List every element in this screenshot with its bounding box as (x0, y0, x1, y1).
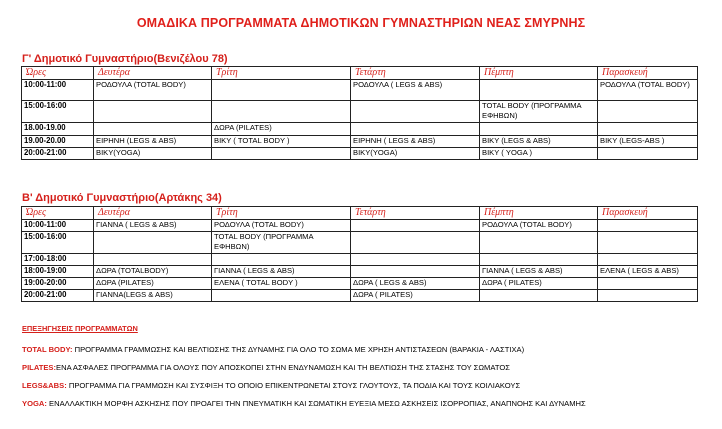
note-item (22, 377, 712, 395)
class-cell: TOTAL BODY (ΠΡΟΓΡΑΜΜΑ ΕΦΗΒΩΝ) (212, 232, 351, 254)
header-thursday: Πέμπτη (480, 207, 598, 220)
class-cell (598, 148, 698, 160)
class-cell (212, 148, 351, 160)
header-hours: Ώρες (22, 207, 94, 220)
table-row (22, 101, 698, 123)
class-cell: ΔΩΡΑ ( LEGS & ABS) (351, 278, 480, 290)
class-cell: ΔΩΡΑ ( PILATES) (480, 278, 598, 290)
time-cell: 17:00-18:00 (22, 254, 94, 266)
note-term: LEGS&ABS: (22, 381, 67, 390)
class-cell: ΔΩΡΑ ( PILATES) (351, 290, 480, 302)
table-row (22, 232, 698, 254)
class-cell: ΓΙΑΝΝΑ ( LEGS & ABS) (212, 266, 351, 278)
class-cell: ΒΙΚΥ (LEGS & ABS) (480, 136, 598, 148)
class-cell (212, 80, 351, 101)
class-cell: ΒΙΚΥ ( TOTAL BODY ) (212, 136, 351, 148)
header-thursday: Πέμπτη (480, 67, 598, 80)
class-cell: ΡΟΔΟΥΛΑ (TOTAL BODY) (598, 80, 698, 101)
class-cell (212, 101, 351, 123)
class-cell (598, 220, 698, 232)
header-friday: Παρασκευή (598, 67, 698, 80)
header-wednesday: Τετάρτη (351, 67, 480, 80)
gym1-schedule-table (21, 66, 698, 160)
header-wednesday: Τετάρτη (351, 207, 480, 220)
class-cell (480, 80, 598, 101)
class-cell (351, 232, 480, 254)
time-cell: 15:00-16:00 (22, 101, 94, 123)
class-cell (351, 266, 480, 278)
header-hours: Ώρες (22, 67, 94, 80)
class-cell: ΓΙΑΝΝΑ ( LEGS & ABS) (480, 266, 598, 278)
class-cell (480, 290, 598, 302)
table-row (22, 123, 698, 136)
class-cell: ΒΙΚΥ (LEGS-ABS ) (598, 136, 698, 148)
time-cell: 20:00-21:00 (22, 148, 94, 160)
class-cell (598, 254, 698, 266)
class-cell (598, 101, 698, 123)
class-cell (94, 101, 212, 123)
class-cell (598, 232, 698, 254)
class-cell: ΒΙΚΥ(YOGA) (94, 148, 212, 160)
table-row (22, 290, 698, 302)
note-text: ΠΡΟΓΡΑΜΜΑ ΓΙΑ ΓΡΑΜΜΩΣΗ ΚΑΙ ΣΥΣΦΙΞΗ ΤΟ ΟΠΟΙΟ ΕΠΙΚΕΝΤΡΩΝΕΤΑΙ ΣΤΟΥΣ ΓΛΟΥΤΟΥΣ, ΤΑ ΠΟΔΙΑ ΚΑΙ ΤΟΥΣ ΚΟΙΛΙΑΚΟΥΣ (66, 381, 521, 390)
time-cell: 15:00-16:00 (22, 232, 94, 254)
class-cell: ΡΟΔΟΥΛΑ (TOTAL BODY) (212, 220, 351, 232)
gym2-schedule-table (21, 206, 698, 302)
class-cell: ΡΟΔΟΥΛΑ (TOTAL BODY) (480, 220, 598, 232)
header-tuesday: Τρίτη (212, 207, 351, 220)
class-cell: TOTAL BODY (ΠΡΟΓΡΑΜΜΑ ΕΦΗΒΩΝ) (480, 101, 598, 123)
class-cell: ΕΛΕΝΑ ( TOTAL BODY ) (212, 278, 351, 290)
time-cell: 10:00-11:00 (22, 80, 94, 101)
note-term: YOGA: (22, 399, 47, 408)
class-cell (351, 123, 480, 136)
note-item (22, 359, 712, 377)
class-cell (480, 123, 598, 136)
class-cell: ΒΙΚΥ(YOGA) (351, 148, 480, 160)
class-cell (598, 123, 698, 136)
time-cell: 19:00-20:00 (22, 278, 94, 290)
note-text: ΕΝΑΛΛΑΚΤΙΚΗ ΜΟΡΦΗ ΑΣΚΗΣΗΣ ΠΟΥ ΠΡΟΑΓΕΙ ΤΗΝ ΠΝΕΥΜΑΤΙΚΗ ΚΑΙ ΣΩΜΑΤΙΚΗ ΕΥΕΞΙΑ ΜΕΣΩ ΑΣΚΗΣΕΙΣ ΙΣΟΡΡΟΠΙΑΣ, ΑΝΑΠΝΟΗΣ ΚΑΙ ΔΥΝΑΜΗΣ (46, 399, 586, 408)
table-row (22, 148, 698, 160)
table-row (22, 278, 698, 290)
header-tuesday: Τρίτη (212, 67, 351, 80)
class-cell (212, 290, 351, 302)
class-cell: ΔΩΡΑ (PILATES) (212, 123, 351, 136)
program-notes (22, 324, 712, 413)
class-cell: ΒΙΚΥ ( YOGA ) (480, 148, 598, 160)
header-monday: Δευτέρα (94, 207, 212, 220)
table-row (22, 220, 698, 232)
note-term: TOTAL BODY: (22, 345, 73, 354)
class-cell: ΔΩΡΑ (PILATES) (94, 278, 212, 290)
class-cell (351, 101, 480, 123)
class-cell: ΡΟΔΟΥΛΑ (TOTAL BODY) (94, 80, 212, 101)
gym1-title: Γ' Δημοτικό Γυμναστήριο(Βενιζέλου 78) (22, 53, 228, 65)
time-cell: 19.00-20.00 (22, 136, 94, 148)
class-cell (94, 232, 212, 254)
class-cell: ΕΛΕΝΑ ( LEGS & ABS) (598, 266, 698, 278)
table-row (22, 136, 698, 148)
note-term: PILATES: (22, 363, 57, 372)
class-cell (212, 254, 351, 266)
class-cell: ΓΙΑΝΝΑ(LEGS & ABS) (94, 290, 212, 302)
table-row (22, 254, 698, 266)
table-row (22, 80, 698, 101)
class-cell (480, 232, 598, 254)
table-row (22, 266, 698, 278)
class-cell (351, 254, 480, 266)
note-text: ΠΡΟΓΡΑΜΜΑ ΓΡΑΜΜΩΣΗΣ ΚΑΙ ΒΕΛΤΙΩΣΗΣ ΤΗΣ ΔΥΝΑΜΗΣ ΓΙΑ ΟΛΟ ΤΟ ΣΩΜΑ ΜΕ ΧΡΗΣΗ ΑΝΤΙΣΤΑΣΕΩΝ (ΒΑΡΑΚΙΑ - ΛΑΣΤΙΧΑ) (72, 345, 525, 354)
header-monday: Δευτέρα (94, 67, 212, 80)
header-friday: Παρασκευή (598, 207, 698, 220)
time-cell: 20:00-21:00 (22, 290, 94, 302)
notes-heading: ΕΠΕΞΗΓΗΣΕΙΣ ΠΡΟΓΡΑΜΜΑΤΩΝ (22, 324, 138, 333)
class-cell (598, 278, 698, 290)
class-cell: ΕΙΡΗΝΗ (LEGS & ABS) (94, 136, 212, 148)
class-cell (480, 254, 598, 266)
class-cell (94, 123, 212, 136)
class-cell (351, 220, 480, 232)
time-cell: 18.00-19.00 (22, 123, 94, 136)
class-cell: ΡΟΔΟΥΛΑ ( LEGS & ABS) (351, 80, 480, 101)
class-cell: ΔΩΡΑ (TOTALBODY) (94, 266, 212, 278)
class-cell (94, 254, 212, 266)
class-cell: ΓΙΑΝΝΑ ( LEGS & ABS) (94, 220, 212, 232)
note-text: ΕΝΑ ΑΣΦΑΛΕΣ ΠΡΟΓΡΑΜΜΑ ΓΙΑ ΟΛΟΥΣ ΠΟΥ ΑΠΟΣΚΟΠΕΙ ΣΤΗΝ ΕΝΔΥΝΑΜΩΣΗ ΚΑΙ ΤΗ ΒΕΛΤΙΩΣΗ ΤΗΣ ΣΤΑΣΗΣ ΤΟΥ ΣΩΜΑΤΟΣ (56, 363, 510, 372)
note-item (22, 395, 712, 413)
page-title: ΟΜΑΔΙΚΑ ΠΡΟΓΡΑΜΜΑΤΑ ΔΗΜΟΤΙΚΩΝ ΓΥΜΝΑΣΤΗΡΙΩΝ ΝΕΑΣ ΣΜΥΡΝΗΣ (136, 16, 586, 30)
class-cell (598, 290, 698, 302)
class-cell: ΕΙΡΗΝΗ ( LEGS & ABS) (351, 136, 480, 148)
note-item (22, 341, 712, 359)
time-cell: 18:00-19:00 (22, 266, 94, 278)
time-cell: 10:00-11:00 (22, 220, 94, 232)
gym2-title: Β' Δημοτικό Γυμναστήριο(Αρτάκης 34) (22, 192, 222, 204)
